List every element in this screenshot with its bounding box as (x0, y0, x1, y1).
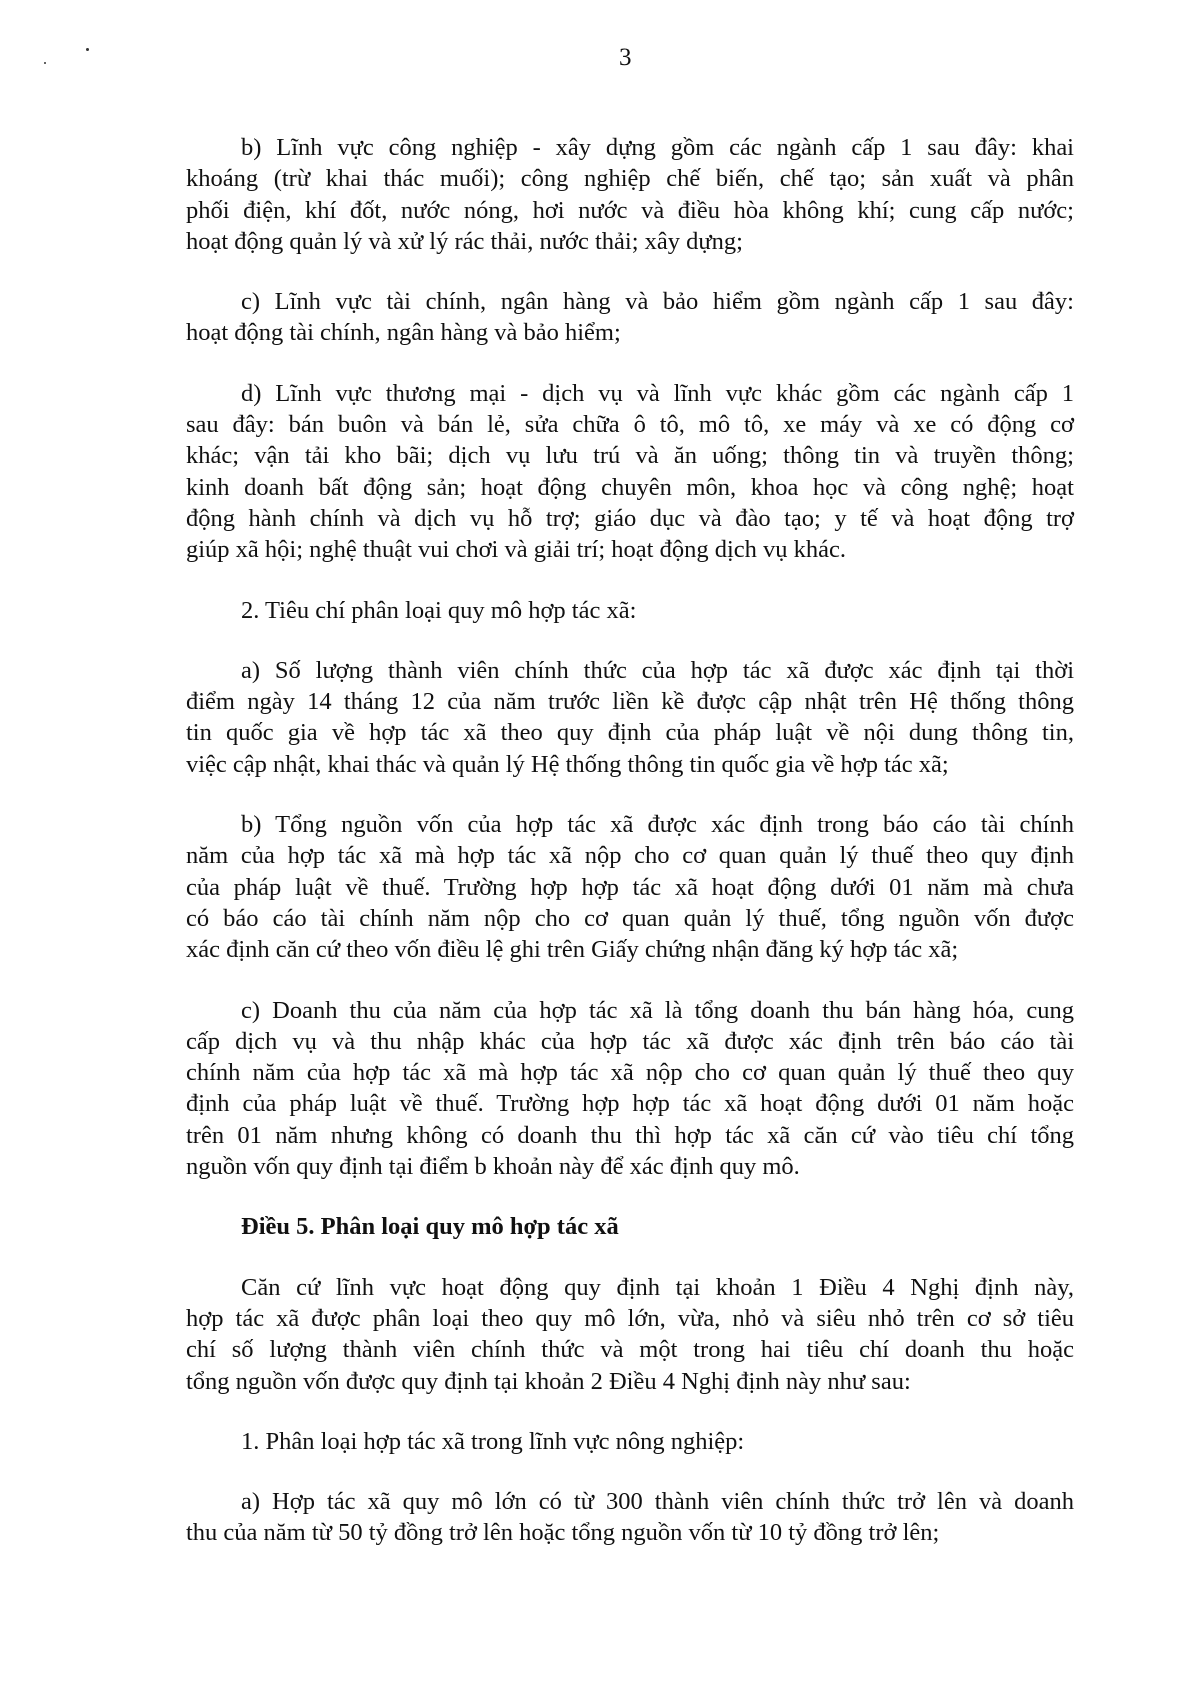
text-line: của pháp luật về thuế. Trường hợp hợp tác xã hoạt động dưới 01 năm mà chưa (186, 873, 1074, 901)
text-line: b) Lĩnh vực công nghiệp - xây dựng gồm các ngành cấp 1 sau đây: khai (241, 134, 1074, 161)
text-line: cấp dịch vụ và thu nhập khác của hợp tác xã được xác định trên báo cáo tài (186, 1027, 1074, 1055)
text-line: trên 01 năm nhưng không có doanh thu thì hợp tác xã căn cứ vào tiêu chí tổng (186, 1121, 1074, 1149)
text-line: điểm ngày 14 tháng 12 của năm trước liền kề được cập nhật trên Hệ thống thông (186, 688, 1074, 716)
text-line: sau đây: bán buôn và bán lẻ, sửa chữa ô tô, mô tô, xe máy và xe có động cơ (186, 411, 1074, 439)
paragraph (186, 132, 1074, 257)
text-line: 1. Phân loại hợp tác xã trong lĩnh vực nông nghiệp: (241, 1427, 745, 1455)
text-line: nguồn vốn quy định tại điểm b khoản này để xác định quy mô. (186, 1153, 800, 1181)
text-line: d) Lĩnh vực thương mại - dịch vụ và lĩnh vực khác gồm các ngành cấp 1 (241, 379, 1074, 407)
text-line: b) Tổng nguồn vốn của hợp tác xã được xác định trong báo cáo tài chính (241, 811, 1074, 839)
text-line: 2. Tiêu chí phân loại quy mô hợp tác xã: (241, 596, 637, 624)
paragraph (186, 595, 1074, 626)
paragraph (186, 378, 1074, 566)
text-line: hoạt động quản lý và xử lý rác thải, nước thải; xây dựng; (186, 227, 743, 255)
text-line: Điều 5. Phân loại quy mô hợp tác xã (241, 1213, 619, 1241)
page-number: 3 (619, 44, 632, 71)
text-line: tổng nguồn vốn được quy định tại khoản 2 Điều 4 Nghị định này như sau: (186, 1367, 911, 1395)
text-line: c) Lĩnh vực tài chính, ngân hàng và bảo hiểm gồm ngành cấp 1 sau đây: (241, 288, 1074, 316)
text-line: hợp tác xã được phân loại theo quy mô lớn, vừa, nhỏ và siêu nhỏ trên cơ sở tiêu (186, 1304, 1074, 1332)
text-line: xác định căn cứ theo vốn điều lệ ghi trên Giấy chứng nhận đăng ký hợp tác xã; (186, 936, 959, 964)
text-line: khoáng (trừ khai thác muối); công nghiệp chế biến, chế tạo; sản xuất và phân (186, 165, 1074, 193)
section-heading (186, 1211, 1074, 1242)
text-line: chí số lượng thành viên chính thức và một trong hai tiêu chí doanh thu hoặc (186, 1336, 1074, 1364)
text-line: thu của năm từ 50 tỷ đồng trở lên hoặc tổng nguồn vốn từ 10 tỷ đồng trở lên; (186, 1519, 940, 1547)
text-line: phối điện, khí đốt, nước nóng, hơi nước và điều hòa không khí; cung cấp nước; (186, 196, 1074, 224)
paragraph (186, 655, 1074, 780)
text-line: Căn cứ lĩnh vực hoạt động quy định tại khoản 1 Điều 4 Nghị định này, (241, 1273, 1074, 1301)
text-line: động hành chính và dịch vụ hỗ trợ; giáo dục và đào tạo; y tế và hoạt động trợ (186, 504, 1074, 532)
text-line: việc cập nhật, khai thác và quản lý Hệ thống thông tin quốc gia về hợp tác xã; (186, 750, 949, 778)
text-line: hoạt động tài chính, ngân hàng và bảo hiểm; (186, 319, 621, 347)
text-line: kinh doanh bất động sản; hoạt động chuyên môn, khoa học và công nghệ; hoạt (186, 473, 1074, 501)
paragraph (186, 1426, 1074, 1457)
paragraph (186, 809, 1074, 965)
scan-speck (44, 62, 46, 64)
text-line: có báo cáo tài chính năm nộp cho cơ quan quản lý thuế, tổng nguồn vốn được (186, 904, 1074, 932)
text-line: năm của hợp tác xã mà hợp tác xã nộp cho cơ quan quản lý thuế theo quy định (186, 842, 1074, 870)
text-line: c) Doanh thu của năm của hợp tác xã là tổng doanh thu bán hàng hóa, cung (241, 996, 1074, 1024)
text-line: a) Hợp tác xã quy mô lớn có từ 300 thành viên chính thức trở lên và doanh (241, 1488, 1074, 1516)
text-line: tin quốc gia về hợp tác xã theo quy định của pháp luật về nội dung thông tin, (186, 719, 1074, 747)
document-body (186, 132, 1074, 1578)
paragraph (186, 995, 1074, 1183)
text-line: chính năm của hợp tác xã mà hợp tác xã nộp cho cơ quan quản lý thuế theo quy (186, 1059, 1074, 1087)
scan-speck (86, 48, 89, 51)
paragraph (186, 1486, 1074, 1549)
text-line: giúp xã hội; nghệ thuật vui chơi và giải trí; hoạt động dịch vụ khác. (186, 536, 847, 564)
paragraph (186, 1272, 1074, 1397)
text-line: a) Số lượng thành viên chính thức của hợp tác xã được xác định tại thời (241, 656, 1074, 684)
paragraph (186, 286, 1074, 349)
text-line: khác; vận tải kho bãi; dịch vụ lưu trú và ăn uống; thông tin và truyền thông; (186, 442, 1074, 470)
text-line: định của pháp luật về thuế. Trường hợp hợp tác xã hoạt động dưới 01 năm hoặc (186, 1090, 1074, 1118)
